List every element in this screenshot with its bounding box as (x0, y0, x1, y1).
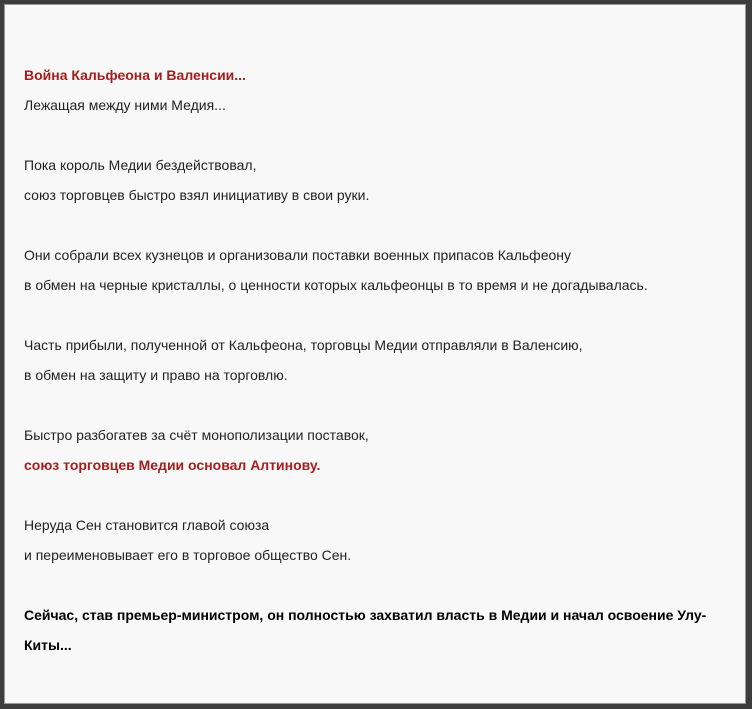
paragraph-5-highlight: союз торговцев Медии основал Алтинову. (24, 457, 321, 473)
story-panel (4, 4, 746, 704)
spacer (24, 390, 739, 420)
spacer (24, 480, 739, 510)
paragraph-3-line-1: Они собрали всех кузнецов и организовали поставки военных припасов Кальфеону (24, 247, 571, 263)
paragraph-6-line-1: Неруда Сен становится главой союза (24, 517, 270, 533)
paragraph-2-line-1: Пока король Медии бездействовал, (24, 157, 257, 173)
story-text (24, 60, 739, 653)
spacer (24, 210, 739, 240)
spacer (24, 300, 739, 330)
paragraph-4-line-2: в обмен на защиту и право на торговлю. (24, 367, 288, 383)
paragraph-2-line-2: союз торговцев быстро взял инициативу в свои руки. (24, 187, 370, 203)
story-heading: Война Кальфеона и Валенсии... (24, 67, 246, 83)
paragraph-5-line-1: Быстро разбогатев за счёт монополизации поставок, (24, 427, 369, 443)
paragraph-3-line-2: в обмен на черные кристаллы, о ценности которых кальфеонцы в то время и не догадывалась. (24, 277, 648, 293)
conclusion-paragraph: Сейчас, став премьер-министром, он полностью захватил власть в Медии и начал освоение Улу-Киты... (24, 607, 707, 653)
paragraph-1: Лежащая между ними Медия... (24, 97, 226, 113)
spacer (24, 570, 739, 600)
spacer (24, 120, 739, 150)
paragraph-6-line-2: и переименовывает его в торговое общество Сен. (24, 547, 352, 563)
paragraph-4-line-1: Часть прибыли, полученной от Кальфеона, торговцы Медии отправляли в Валенсию, (24, 337, 583, 353)
